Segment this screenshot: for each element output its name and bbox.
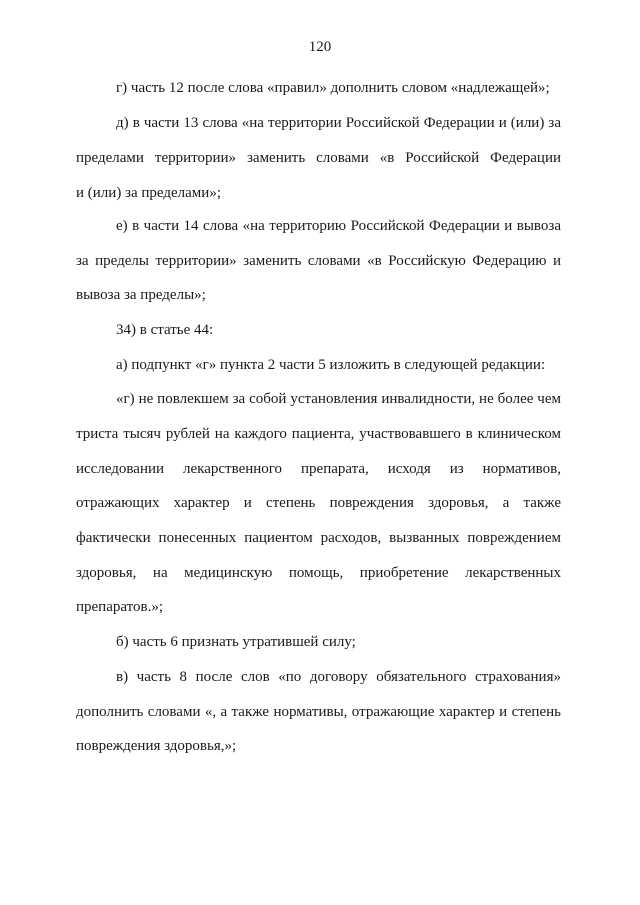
page-number: 120 — [308, 39, 332, 55]
paragraph-line: а) подпункт «г» пункта 2 части 5 изложить в следующей редакции: — [116, 357, 546, 373]
paragraph-line: и (или) за пределами»; — [76, 185, 221, 201]
paragraph-line: за пределы территории» заменить словами «в Российскую Федерацию и — [76, 253, 561, 269]
paragraph-line: в) часть 8 после слов «по договору обязательного страхования» — [116, 669, 561, 685]
paragraph-line: пределами территории» заменить словами «в Российской Федерации — [76, 150, 561, 166]
paragraph-line: «г) не повлекшем за собой установления инвалидности, не более чем — [116, 391, 561, 407]
paragraph-line: триста тысяч рублей на каждого пациента, участвовавшего в клиническом — [76, 426, 561, 442]
paragraph-line: д) в части 13 слова «на территории Российской Федерации и (или) за — [116, 115, 561, 131]
paragraph-line: повреждения здоровья,»; — [76, 738, 237, 754]
paragraph-line: вывоза за пределы»; — [76, 287, 206, 303]
paragraph-line: г) часть 12 после слова «правил» дополнить словом «надлежащей»; — [116, 80, 550, 96]
paragraph-line: фактически понесенных пациентом расходов, вызванных повреждением — [76, 530, 561, 546]
paragraph-line: е) в части 14 слова «на территорию Российской Федерации и вывоза — [116, 218, 561, 234]
paragraph-line: отражающих характер и степень повреждения здоровья, а также — [76, 495, 561, 511]
paragraph-line: 34) в статье 44: — [116, 322, 214, 338]
paragraph-line: препаратов.»; — [76, 599, 163, 615]
paragraph-line: здоровья, на медицинскую помощь, приобретение лекарственных — [76, 565, 561, 581]
paragraph-line: б) часть 6 признать утратившей силу; — [116, 634, 356, 650]
paragraph-line: исследовании лекарственного препарата, исходя из нормативов, — [76, 461, 561, 477]
paragraph-line: дополнить словами «, а также нормативы, отражающие характер и степень — [76, 704, 561, 720]
